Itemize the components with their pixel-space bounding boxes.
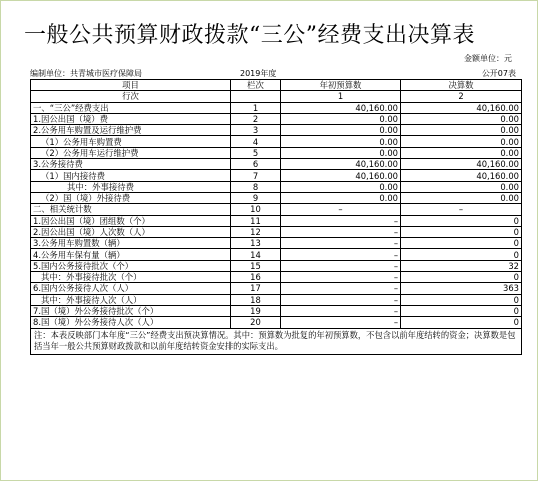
row-final: 0.00 (401, 181, 522, 192)
row-number: 9 (231, 192, 281, 203)
header-row-label: 行次 (31, 91, 231, 102)
table-row (31, 294, 522, 305)
table-row (31, 238, 522, 249)
row-label: 其中：外事接待人次（人） (31, 294, 231, 305)
row-budget: 0.00 (281, 192, 401, 203)
row-number: 20 (231, 317, 281, 328)
row-budget: – (281, 215, 401, 226)
row-final: 0 (401, 305, 522, 316)
row-final: – (401, 204, 522, 215)
row-number: 8 (231, 181, 281, 192)
unit-label: 金额单位：元 (464, 54, 512, 63)
row-label: 2.因公出国（境）人次数（人） (31, 226, 231, 237)
row-final: 0.00 (401, 113, 522, 124)
year-label: 2019年度 (240, 69, 277, 78)
row-number: 5 (231, 147, 281, 158)
row-label: 其中：外事接待费 (31, 181, 231, 192)
row-budget: 0.00 (281, 136, 401, 147)
row-label: 1.因公出国（境）团组数（个） (31, 215, 231, 226)
table-row (31, 215, 522, 226)
row-label: 一、“三公”经费支出 (31, 102, 231, 113)
header-num1: 1 (281, 91, 401, 102)
row-budget: 40,160.00 (281, 102, 401, 113)
row-final: 0 (401, 249, 522, 260)
row-budget: – (281, 294, 401, 305)
table-code: 公开07表 (481, 69, 516, 78)
header-row (31, 80, 522, 91)
row-label: 4.公务用车保有量（辆） (31, 249, 231, 260)
row-budget: – (281, 238, 401, 249)
row-label: （1）公务用车购置费 (31, 136, 231, 147)
table-row (31, 125, 522, 136)
row-budget: – (281, 272, 401, 283)
row-number: 1 (231, 102, 281, 113)
table-row (31, 249, 522, 260)
row-final: 40,160.00 (401, 102, 522, 113)
header-col-empty (231, 91, 281, 102)
row-number: 14 (231, 249, 281, 260)
row-label: 7.国（境）外公务接待批次（个） (31, 305, 231, 316)
row-final: 32 (401, 260, 522, 271)
row-final: 40,160.00 (401, 159, 522, 170)
header-item: 项目 (31, 80, 231, 91)
table-row (31, 147, 522, 158)
row-number: 7 (231, 170, 281, 181)
row-label: 其中：外事接待批次（个） (31, 272, 231, 283)
table-row (31, 204, 522, 215)
row-final: 0.00 (401, 125, 522, 136)
expense-table (30, 79, 522, 355)
row-label: 1.因公出国（境）费 (31, 113, 231, 124)
row-label: 2.公务用车购置及运行维护费 (31, 125, 231, 136)
row-final: 0 (401, 272, 522, 283)
row-number: 19 (231, 305, 281, 316)
table-row (31, 272, 522, 283)
row-budget: 40,160.00 (281, 170, 401, 181)
row-number: 10 (231, 204, 281, 215)
row-number: 17 (231, 283, 281, 294)
row-final: 363 (401, 283, 522, 294)
row-label: 3.公务接待费 (31, 159, 231, 170)
row-label: （1）国内接待费 (31, 170, 231, 181)
row-number: 4 (231, 136, 281, 147)
row-number: 3 (231, 125, 281, 136)
row-budget: – (281, 260, 401, 271)
row-final: 40,160.00 (401, 170, 522, 181)
table-row (31, 113, 522, 124)
table-row (31, 159, 522, 170)
row-label: 6.国内公务接待人次（人） (31, 283, 231, 294)
row-budget: – (281, 305, 401, 316)
row-label: 二、相关统计数 (31, 204, 231, 215)
row-label: 5.国内公务接待批次（个） (31, 260, 231, 271)
row-number: 13 (231, 238, 281, 249)
row-number: 6 (231, 159, 281, 170)
row-final: 0.00 (401, 147, 522, 158)
row-budget: 0.00 (281, 181, 401, 192)
row-label: （2）公务用车运行维护费 (31, 147, 231, 158)
row-number: 2 (231, 113, 281, 124)
table-row (31, 181, 522, 192)
row-number: 15 (231, 260, 281, 271)
table-row (31, 226, 522, 237)
row-final: 0 (401, 226, 522, 237)
table-row (31, 305, 522, 316)
row-label: 8.国（境）外公务接待人次（人） (31, 317, 231, 328)
table-row (31, 260, 522, 271)
table-row (31, 102, 522, 113)
table-row (31, 136, 522, 147)
header-budget: 年初预算数 (281, 80, 401, 91)
row-budget: 0.00 (281, 125, 401, 136)
row-budget: 0.00 (281, 147, 401, 158)
page-title: 一般公共预算财政拨款“三公”经费支出决算表 (24, 23, 475, 48)
table-row (31, 192, 522, 203)
table-note: 注：本表反映部门本年度“三公”经费支出预决算情况。其中：预算数为批复的年初预算数，不包含以前年度结转的资金；决算数是包括当年一般公共预算财政拨款和以前年度结转资金安排的实际支出。 (31, 328, 522, 354)
header-final: 决算数 (401, 80, 522, 91)
org-label: 编制单位：共青城市医疗保障局 (30, 69, 142, 78)
row-final: 0.00 (401, 136, 522, 147)
header-index-row (31, 91, 522, 102)
row-number: 16 (231, 272, 281, 283)
row-number: 12 (231, 226, 281, 237)
row-final: 0.00 (401, 192, 522, 203)
row-budget: 40,160.00 (281, 159, 401, 170)
header-num2: 2 (401, 91, 522, 102)
row-budget: – (281, 204, 401, 215)
table-row (31, 283, 522, 294)
row-final: 0 (401, 317, 522, 328)
header-col: 栏次 (231, 80, 281, 91)
note-row (31, 328, 522, 354)
row-budget: 0.00 (281, 113, 401, 124)
row-final: 0 (401, 294, 522, 305)
row-final: 0 (401, 238, 522, 249)
row-budget: – (281, 249, 401, 260)
table-row (31, 317, 522, 328)
row-label: 3.公务用车购置数（辆） (31, 238, 231, 249)
row-number: 18 (231, 294, 281, 305)
row-budget: – (281, 226, 401, 237)
row-number: 11 (231, 215, 281, 226)
row-budget: – (281, 283, 401, 294)
row-label: （2）国（境）外接待费 (31, 192, 231, 203)
table-meta (30, 68, 520, 78)
row-budget: – (281, 317, 401, 328)
table-row (31, 170, 522, 181)
row-final: 0 (401, 215, 522, 226)
